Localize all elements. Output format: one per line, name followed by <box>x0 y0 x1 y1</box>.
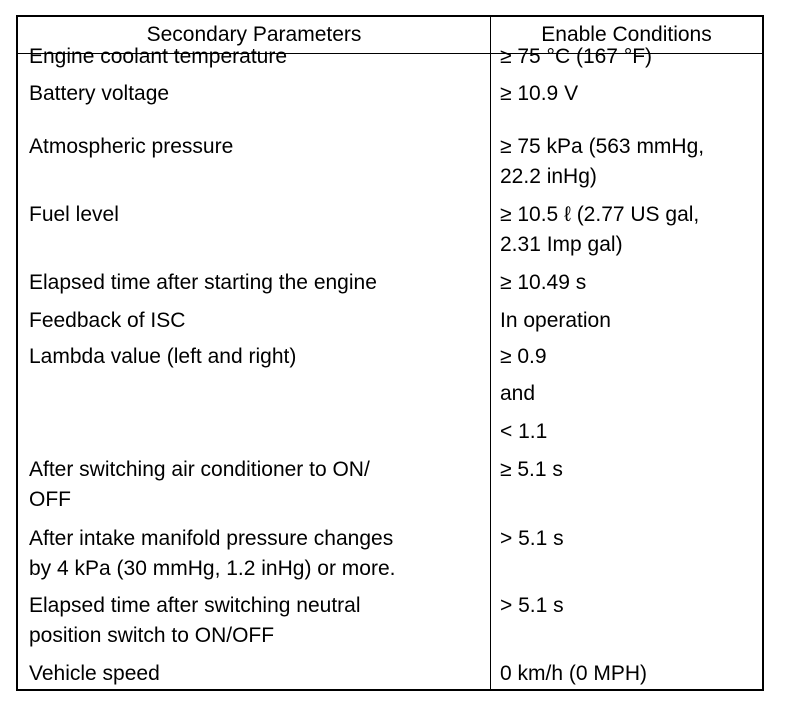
condition-cell: 0 km/h (0 MPH) <box>500 662 648 685</box>
condition-cell: < 1.1 <box>500 420 548 443</box>
condition-cell: > 5.1 s <box>500 594 564 617</box>
condition-cell: and <box>500 382 536 405</box>
condition-cell: 22.2 inHg) <box>500 165 597 188</box>
parameter-cell: Feedback of ISC <box>29 309 186 332</box>
parameter-cell: Elapsed time after starting the engine <box>29 271 377 294</box>
parameter-cell: Engine coolant temperature <box>29 45 287 68</box>
parameter-cell: Lambda value (left and right) <box>29 345 297 368</box>
condition-cell: ≥ 75 °C (167 °F) <box>500 45 653 68</box>
parameter-cell: Battery voltage <box>29 82 170 105</box>
parameter-cell: Vehicle speed <box>29 662 160 685</box>
condition-cell: > 5.1 s <box>500 527 564 550</box>
column-divider <box>490 17 491 689</box>
parameter-cell: Atmospheric pressure <box>29 135 234 158</box>
header-enable-conditions: Enable Conditions <box>541 23 712 46</box>
condition-cell: 2.31 Imp gal) <box>500 233 623 256</box>
condition-cell: ≥ 10.9 V <box>500 82 579 105</box>
condition-cell: ≥ 10.5 ℓ (2.77 US gal, <box>500 203 700 226</box>
condition-cell: ≥ 10.49 s <box>500 271 587 294</box>
header-secondary-parameters: Secondary Parameters <box>146 23 362 46</box>
parameter-cell: position switch to ON/OFF <box>29 624 275 647</box>
condition-cell: ≥ 0.9 <box>500 345 547 368</box>
parameter-cell: After intake manifold pressure changes <box>29 527 394 550</box>
condition-cell: ≥ 75 kPa (563 mmHg, <box>500 135 705 158</box>
parameter-cell: by 4 kPa (30 mmHg, 1.2 inHg) or more. <box>29 557 396 580</box>
condition-cell: In operation <box>500 309 611 332</box>
parameter-cell: Fuel level <box>29 203 119 226</box>
parameter-cell: After switching air conditioner to ON/ <box>29 458 370 481</box>
condition-cell: ≥ 5.1 s <box>500 458 563 481</box>
enable-conditions-table <box>16 15 764 691</box>
parameter-cell: Elapsed time after switching neutral <box>29 594 361 617</box>
parameter-cell: OFF <box>29 488 71 511</box>
